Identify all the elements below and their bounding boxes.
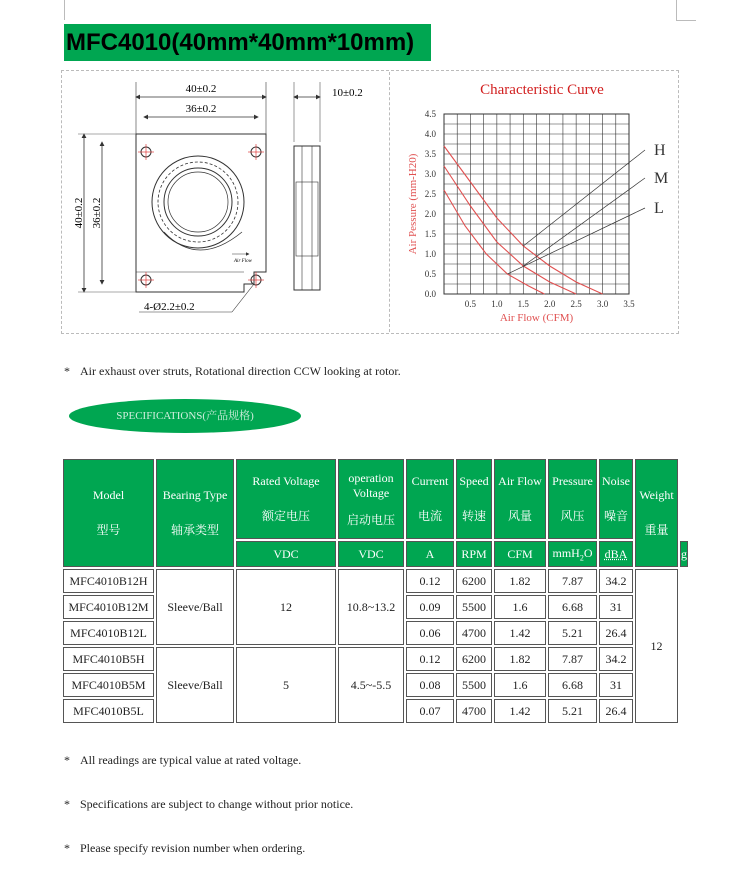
cell-pressure: 5.21 — [548, 621, 597, 645]
y-tick-label: 1.5 — [424, 229, 436, 239]
x-tick-label: 2.0 — [544, 299, 556, 309]
y-tick-label: 4.5 — [424, 109, 436, 119]
header-noise: Noise 噪音 — [599, 459, 633, 539]
spec-table — [61, 457, 690, 725]
series-line-l — [444, 190, 544, 294]
page-corner-mark-right-h — [676, 20, 696, 21]
cell-noise: 34.2 — [599, 569, 633, 593]
cell-model: MFC4010B12L — [63, 621, 154, 645]
cell-speed: 5500 — [456, 595, 492, 619]
y-tick-label: 0.0 — [424, 289, 436, 299]
cell-speed: 6200 — [456, 569, 492, 593]
cell-model: MFC4010B5L — [63, 699, 154, 723]
x-tick-label: 3.5 — [623, 299, 635, 309]
dim-hole: 4-Ø2.2±0.2 — [144, 301, 195, 313]
note-revision — [64, 841, 305, 856]
cell-speed: 4700 — [456, 699, 492, 723]
header-model: Model 型号 — [63, 459, 154, 567]
series-leader-h — [523, 150, 645, 246]
unit-airflow: CFM — [494, 541, 546, 567]
note-airflow-text: Air exhaust over struts, Rotational direction CCW looking at rotor. — [80, 364, 401, 378]
airflow-label: Air Flow — [234, 259, 252, 264]
cell-model: MFC4010B12H — [63, 569, 154, 593]
unit-op: VDC — [338, 541, 404, 567]
unit-weight: g — [680, 541, 688, 567]
cell-rated-voltage: 12 — [236, 569, 336, 645]
y-tick-label: 1.0 — [424, 249, 436, 259]
cell-airflow: 1.42 — [494, 699, 546, 723]
cell-current: 0.12 — [406, 647, 454, 671]
dim-thickness: 10±0.2 — [332, 87, 363, 99]
chart-title: Characteristic Curve — [480, 82, 604, 98]
figure-divider — [389, 72, 390, 332]
header-pressure: Pressure 风压 — [548, 459, 597, 539]
page-corner-mark-left — [64, 0, 65, 20]
cell-noise: 34.2 — [599, 647, 633, 671]
x-tick-label: 2.5 — [570, 299, 582, 309]
note-readings-text: All readings are typical value at rated voltage. — [80, 753, 302, 767]
note-bullet: * — [64, 364, 70, 378]
cell-speed: 5500 — [456, 673, 492, 697]
table-row — [63, 647, 688, 671]
y-tick-label: 2.0 — [424, 209, 436, 219]
cell-noise: 31 — [599, 673, 633, 697]
header-speed: Speed 转速 — [456, 459, 492, 539]
header-airflow: Air Flow 风量 — [494, 459, 546, 539]
table-row — [63, 569, 688, 593]
cell-current: 0.09 — [406, 595, 454, 619]
x-tick-label: 1.5 — [517, 299, 529, 309]
x-tick-label: 3.0 — [596, 299, 609, 309]
cell-model: MFC4010B5M — [63, 673, 154, 697]
cell-airflow: 1.6 — [494, 595, 546, 619]
unit-pressure: mmH$_2$O — [548, 541, 597, 567]
page-corner-mark-right — [676, 0, 677, 20]
y-tick-label: 3.5 — [424, 149, 436, 159]
cell-model: MFC4010B5H — [63, 647, 154, 671]
dim-outer-height: 40±0.2 — [73, 197, 85, 229]
cell-pressure: 6.68 — [548, 595, 597, 619]
series-label-m: M — [654, 170, 669, 187]
note-change — [64, 797, 353, 812]
note-bullet: * — [64, 797, 70, 811]
y-axis-label: Air Pessure (mm-H20) — [407, 153, 419, 255]
dim-inner-height: 36±0.2 — [91, 197, 103, 229]
cell-noise: 31 — [599, 595, 633, 619]
cell-rated-voltage: 5 — [236, 647, 336, 723]
unit-noise: dBA — [599, 541, 633, 567]
series-leader-m — [523, 178, 645, 266]
cell-airflow: 1.6 — [494, 673, 546, 697]
cell-airflow: 1.82 — [494, 647, 546, 671]
unit-speed: RPM — [456, 541, 492, 567]
cell-pressure: 7.87 — [548, 647, 597, 671]
cell-bearing: Sleeve/Ball — [156, 647, 234, 723]
x-tick-label: 0.5 — [464, 299, 477, 309]
characteristic-curve-chart — [392, 72, 677, 332]
note-bullet: * — [64, 753, 70, 767]
y-tick-label: 2.5 — [424, 189, 436, 199]
header-current: Current 电流 — [406, 459, 454, 539]
cell-operation-voltage: 4.5~-5.5 — [338, 647, 404, 723]
cell-airflow: 1.82 — [494, 569, 546, 593]
cell-pressure: 6.68 — [548, 673, 597, 697]
y-tick-label: 0.5 — [424, 269, 436, 279]
unit-rated: VDC — [236, 541, 336, 567]
fan-drawing — [64, 72, 388, 332]
note-change-text: Specifications are subject to change without prior notice. — [80, 797, 354, 811]
cell-current: 0.07 — [406, 699, 454, 723]
series-label-h: H — [654, 142, 666, 159]
x-axis-label: Air Flow (CFM) — [499, 312, 574, 324]
cell-speed: 4700 — [456, 621, 492, 645]
cell-current: 0.12 — [406, 569, 454, 593]
cell-bearing: Sleeve/Ball — [156, 569, 234, 645]
header-rated-voltage: Rated Voltage 额定电压 — [236, 459, 336, 539]
y-tick-label: 4.0 — [424, 129, 436, 139]
note-airflow — [64, 364, 401, 379]
header-weight: Weight 重量 — [635, 459, 678, 567]
specifications-badge: SPECIFICATIONS(产品规格) — [69, 399, 301, 433]
y-tick-label: 3.0 — [424, 169, 436, 179]
x-tick-label: 1.0 — [491, 299, 503, 309]
cell-airflow: 1.42 — [494, 621, 546, 645]
header-bearing: Bearing Type 轴承类型 — [156, 459, 234, 567]
note-revision-text: Please specify revision number when ordering. — [80, 841, 306, 855]
series-label-l: L — [654, 200, 664, 217]
cell-noise: 26.4 — [599, 699, 633, 723]
page-title: MFC4010(40mm*40mm*10mm) — [64, 24, 431, 61]
cell-noise: 26.4 — [599, 621, 633, 645]
unit-current: A — [406, 541, 454, 567]
note-readings — [64, 753, 301, 768]
cell-pressure: 5.21 — [548, 699, 597, 723]
cell-current: 0.06 — [406, 621, 454, 645]
cell-model: MFC4010B12M — [63, 595, 154, 619]
dim-outer-width: 40±0.2 — [185, 83, 217, 95]
note-bullet: * — [64, 841, 70, 855]
cell-current: 0.08 — [406, 673, 454, 697]
cell-pressure: 7.87 — [548, 569, 597, 593]
cell-speed: 6200 — [456, 647, 492, 671]
cell-weight: 12 — [635, 569, 678, 723]
dim-inner-width: 36±0.2 — [185, 103, 217, 115]
cell-operation-voltage: 10.8~13.2 — [338, 569, 404, 645]
header-operation-voltage: operation Voltage 启动电压 — [338, 459, 404, 539]
